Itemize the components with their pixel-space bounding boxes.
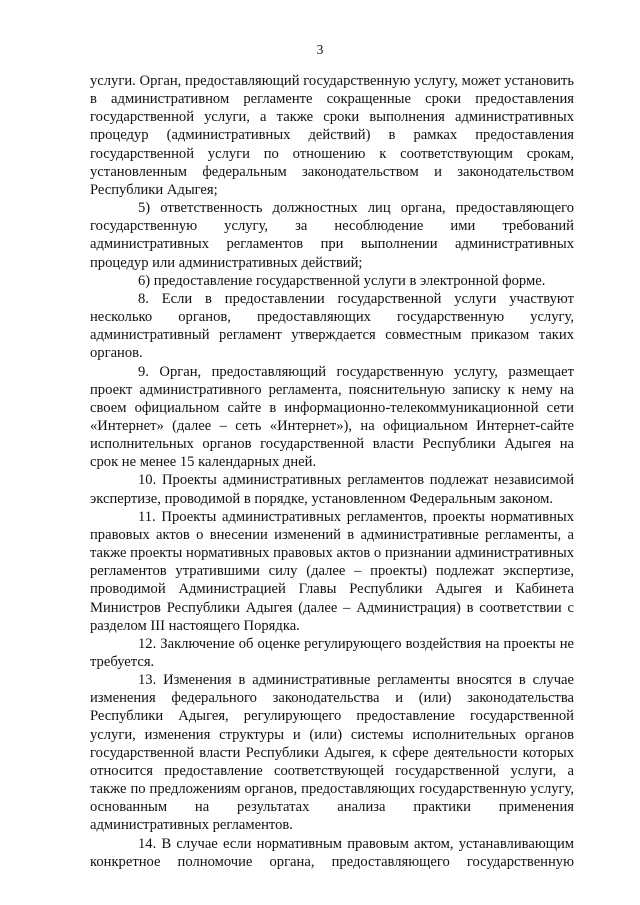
page-number: 3	[316, 42, 324, 57]
paragraph-14: 14. В случае если нормативным правовым актом, устанавливающим конкретное полномочие органа, предоставляющего государственную	[90, 835, 574, 870]
paragraph-9: 9. Орган, предоставляющий государственную услугу, размещает проект административного регламента, пояснительную записку к нему на своем официальном сайте в информационно-телекоммуникационной сети «Интернет» (далее – сеть «Интернет»), на официальном Интернет-сайте исполнительных органов государственной власти Республики Адыгея на срок не менее 15 календарных дней.	[90, 363, 574, 471]
paragraph-12: 12. Заключение об оценке регулирующего воздействия на проекты не требуется.	[90, 635, 574, 670]
paragraph-item-5: 5) ответственность должностных лиц органа, предоставляющего государственную услугу, за несоблюдение ими требований административных регламентов при выполнении административных процедур или административных действий;	[90, 200, 574, 271]
paragraph-11: 11. Проекты административных регламентов, проекты нормативных правовых актов о внесении изменений в административные регламенты, а также проекты нормативных правовых актов о признании административных регламентов утратившими силу (далее – проекты) подлежат экспертизе, проводимой Администрацией Главы Республики Адыгея и Кабинета Министров Республики Адыгея (далее – Администрация) в соответствии с разделом III настоящего Порядка.	[90, 508, 574, 634]
paragraph-10: 10. Проекты административных регламентов подлежат независимой экспертизе, проводимой в порядке, установленном Федеральным законом.	[90, 472, 574, 507]
document-body	[90, 72, 574, 871]
paragraph-13: 13. Изменения в административные регламенты вносятся в случае изменения федерального законодательства и (или) законодательства Республики Адыгея, регулирующего предоставление государственной услуги, изменения структуры и (или) системы исполнительных органов государственной власти Республики Адыгея, к сфере деятельности которых относится предоставление соответствующей государственной услуги, а также по предложениям органов, предоставляющих государственную услугу, основанным на результатах анализа практики применения административных регламентов.	[90, 672, 574, 834]
paragraph-continued: услуги. Орган, предоставляющий государственную услугу, может установить в административном регламенте сокращенные сроки предоставления государственной услуги, а также сроки выполнения административных процедур (административных действий) в рамках предоставления государственной услуги по отношению к соответствующим срокам, установленным федеральным законодательством и законодательством Республики Адыгея;	[90, 73, 574, 198]
paragraph-item-6: 6) предоставление государственной услуги в электронной форме.	[138, 272, 546, 289]
paragraph-8: 8. Если в предоставлении государственной услуги участвуют несколько органов, предоставляющих государственную услугу, административный регламент утверждается совместным приказом таких органов.	[90, 290, 574, 362]
